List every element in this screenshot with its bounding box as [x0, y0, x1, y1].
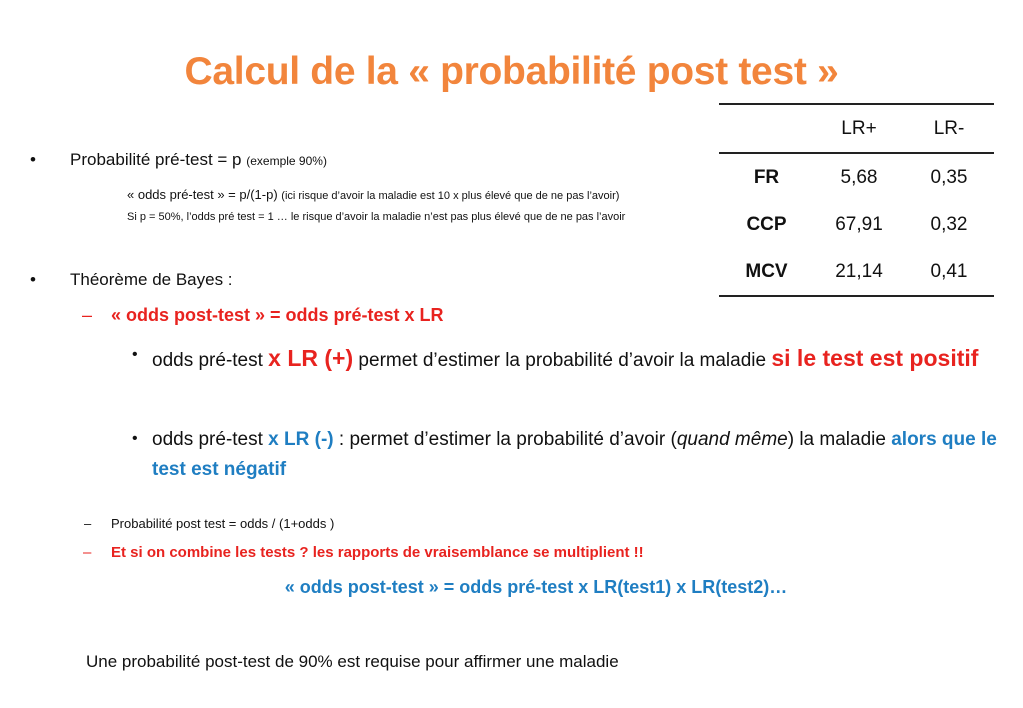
bullet-bayes: Théorème de Bayes : [70, 270, 233, 289]
combined-formula: « odds post-test » = odds pré-test x LR(test1) x LR(test2)… [284, 577, 788, 597]
dash-marker: – [84, 516, 92, 531]
lr-minus-highlight: x LR (-) [268, 429, 334, 450]
sub-bullet-lr-minus [152, 425, 997, 485]
bullet-note: (exemple 90%) [246, 154, 327, 168]
odds-pretest-text: « odds pré-test » = p/(1-p) [127, 187, 282, 202]
lr-plus-highlight: x LR (+) [268, 345, 354, 371]
table-row [719, 201, 994, 248]
sub-text: ) la maladie [787, 429, 892, 450]
row-label: MCV [719, 248, 814, 296]
sub-text: odds pré-test [152, 350, 269, 371]
cell-lr-minus: 0,32 [930, 213, 968, 235]
sub-text: : permet d’estimer la probabilité d’avoir ( [333, 429, 677, 450]
sub-bullet-marker: • [132, 346, 138, 363]
combine-tests-line: Et si on combine les tests ? les rapports de vraisemblance se multiplient !! [111, 544, 644, 561]
footer-note: Une probabilité post-test de 90% est requise pour affirmer une maladie [86, 652, 619, 671]
sub-bullet-marker: • [132, 430, 138, 447]
quand-meme-text: quand même [676, 429, 788, 450]
lr-table [719, 103, 994, 297]
sub-text: odds pré-test [152, 429, 269, 450]
formula-odds-post-test: « odds post-test » = odds pré-test x LR [111, 305, 444, 325]
bullet-marker: • [30, 150, 36, 169]
cell-lr-plus: 5,68 [840, 166, 878, 188]
post-test-probability-line: Probabilité post test = odds / (1+odds ) [111, 516, 335, 531]
negative-test-highlight: alors que le test est négatif [152, 429, 997, 480]
row-label: CCP [746, 213, 787, 235]
odds-pretest-line [127, 187, 619, 202]
cell-lr-plus: 67,91 [835, 213, 883, 235]
table-header-empty [719, 104, 814, 153]
table-row [719, 248, 994, 296]
cell-lr-minus: 0,35 [930, 166, 968, 188]
odds-example-line: Si p = 50%, l’odds pré test = 1 … le risque d’avoir la maladie n’est pas plus élevé que de ne pas l’avoir [127, 211, 626, 223]
bullet-pretest-probability [70, 150, 327, 170]
cell-lr-plus: 21,14 [814, 248, 904, 296]
positive-test-highlight: si le test est positif [771, 345, 979, 371]
table-header-row [719, 104, 994, 153]
table-header-lr-plus: LR+ [814, 104, 904, 153]
sub-bullet-lr-plus [152, 343, 997, 376]
page-title: Calcul de la « probabilité post test » [184, 50, 839, 93]
dash-marker: – [82, 305, 93, 325]
dash-marker: – [83, 544, 92, 561]
table-header-lr-minus: LR- [904, 104, 994, 153]
cell-lr-minus: 0,41 [904, 248, 994, 296]
odds-pretest-note: (ici risque d’avoir la maladie est 10 x plus élevé que de ne pas l’avoir) [281, 190, 620, 202]
sub-text: permet d’estimer la probabilité d’avoir la maladie [353, 350, 772, 371]
bullet-marker: • [30, 270, 36, 289]
table-row [719, 153, 994, 201]
bullet-text: Probabilité pré-test = p [70, 150, 247, 169]
row-label: FR [753, 166, 780, 188]
